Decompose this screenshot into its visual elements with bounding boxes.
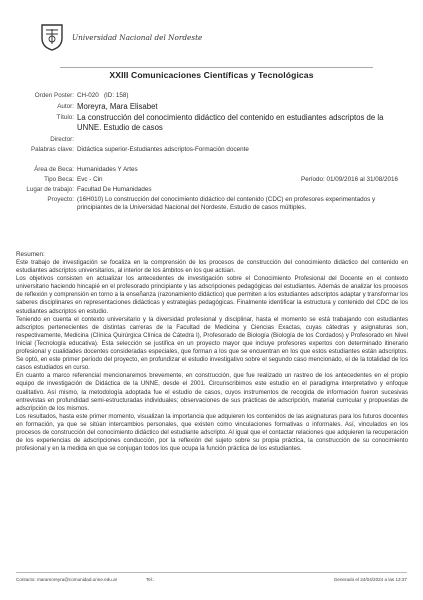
proyecto-value: (16H010) Lo construcción del conocimiento didáctico del contenido (CDC) en profesores experimentados y principiantes de la Universidad Nacional del Nordeste. Estudio de casos múltiples. — [77, 196, 376, 211]
abstract-body — [16, 259, 408, 453]
tipo-label: Tipo Beca: — [44, 176, 74, 183]
footer-generated: Generado el 24/04/2024 a las 13:37 — [333, 577, 407, 582]
director-label: Director: — [50, 136, 74, 143]
footer-contact: Contacto: maramoreyra@comunidad.unne.edu.ar — [16, 577, 118, 582]
orden-values — [77, 92, 397, 100]
university-seal-icon — [38, 22, 66, 52]
abstract-paragraph: En cuanto a marco referencial mencionaremos brevemente, en construcción, que fue realizado un rastreo de los antecedentes en el propio equipo de investigación de Didáctica de la UNNE, desde el 2001. Circunscribimos este estudio en el paradigma interpretativo y enfoque cualitativo. Así mismo, la metodología adoptada fue el estudio de casos, cuyos instrumentos de recogida de información fueron sucesivas entrevistas en profundidad semi-estructuradas individuales; observaciones de sus prácticas de adscripción, material curricular y propuestas de adscripción de los mismos. — [16, 372, 408, 412]
tipo-value: Evc - Cin — [77, 176, 103, 183]
palabras-label: Palabras clave: — [30, 146, 74, 153]
abstract-paragraph: Este trabajo de investigación se focaliza en la comprensión de los procesos de construcción del conocimiento didáctico del contenido en estudiantes adscriptos universitarios, al interior de los ámbitos en los que actúan. — [16, 259, 408, 275]
proyecto-label: Proyecto: — [47, 196, 74, 203]
orden-id: (ID: 158) — [103, 92, 129, 99]
lugar-value: Facultad De Humanidades — [77, 186, 152, 193]
orden-value: CH-020 — [77, 92, 99, 99]
university-name: Universidad Nacional del Nordeste — [72, 33, 203, 42]
abstract-paragraph: Los objetivos consisten en actualizar los antecedentes de investigación sobre el Conocimiento Profesional del Docente en el contexto universitario haciendo hincapié en el profesorado principiante y las adscripciones pedagógicas del estudiantes. Además de analizar los procesos de reflexión y comprensión en torno a la enseñanza (razonamiento didáctico) que permiten a los estudiantes adscriptos adaptar y transformar los saberes disciplinares en representaciones didácticas y estrategias pedagógicas. Finalmente identificar la estructura y contenido del CDC de los estudiantes adscriptos en estudio. — [16, 275, 408, 315]
footer-divider — [16, 572, 407, 573]
area-label: Área de Beca: — [34, 166, 74, 173]
footer-tel: Tel.: — [146, 577, 155, 582]
university-logo — [38, 22, 203, 56]
header-divider — [60, 67, 373, 68]
autor-label: Autor: — [57, 103, 74, 110]
resumen-label: Resumen: — [16, 251, 45, 258]
lugar-label: Lugar de trabajo: — [26, 186, 74, 193]
abstract-paragraph: Los resultados, hasta este primer momento, visualizan la importancia que adquieren los contenidos de las asignaturas para los futuros docentes en formación, ya que se sitúan intercambios personales, que existen como vinculaciones formativas o informales. Así, vinculados en los procesos de construcción del conocimiento didáctico del estudiante adscripto. Al igual que el contactar relaciones que adquieren la recuperación de los experiencias de adscripciones conducción, por la reflexión del sujeto sobre su propia práctica, la construcción de su conocimiento profesional y en la medida en que se conjugan todos los que ocupa la función práctica de los estudiantes. — [16, 412, 408, 453]
event-title: XXIII Comunicaciones Científicas y Tecnológicas — [109, 70, 314, 80]
titulo-label: Título: — [56, 114, 74, 121]
autor-value: Moreyra, Mara Elisabet — [77, 102, 158, 111]
orden-label: Orden Poster: — [34, 92, 74, 99]
abstract-paragraph: Teniendo en cuenta el contexto universitario y la diversidad profesional y disciplinar, hasta el momento se está trabajando con estudiantes adscriptos pertenecientes de distintas carreras de la Facultad de Medicina y Ciencias Exactas, cuyas cátedras y asignaturas son, respectivamente, Medicina (Clínica Quirúrgica Clínica de Cátedra I), Profesorado de Biología (Biología de los Cordados) y Profesorado en Nivel Inicial (Tecnología educativa). Esta selección se justifica en un proyecto mayor que incluye profesores expertos con determinado itinerario profesional y cualidades docentes consideradas especiales, que forman a los que se encuentran en los que estos estudiantes están adscriptos. Se optó, en este primer período del proyecto, en profundizar el estudio investigativo sobre el segundo caso mencionado, el de la totalidad de los casos estudiados en curso. — [16, 315, 408, 372]
titulo-value: La construcción del conocimiento didáctico del contenido en estudiantes adscriptos de la UNNE. Estudio de casos — [77, 113, 384, 132]
palabras-value: Didáctica superior-Estudiantes adscriptos-Formación docente — [77, 146, 249, 153]
area-value: Humanidades Y Artes — [77, 166, 138, 173]
periodo-text: Período: 01/09/2016 al 31/08/2016 — [301, 176, 398, 183]
